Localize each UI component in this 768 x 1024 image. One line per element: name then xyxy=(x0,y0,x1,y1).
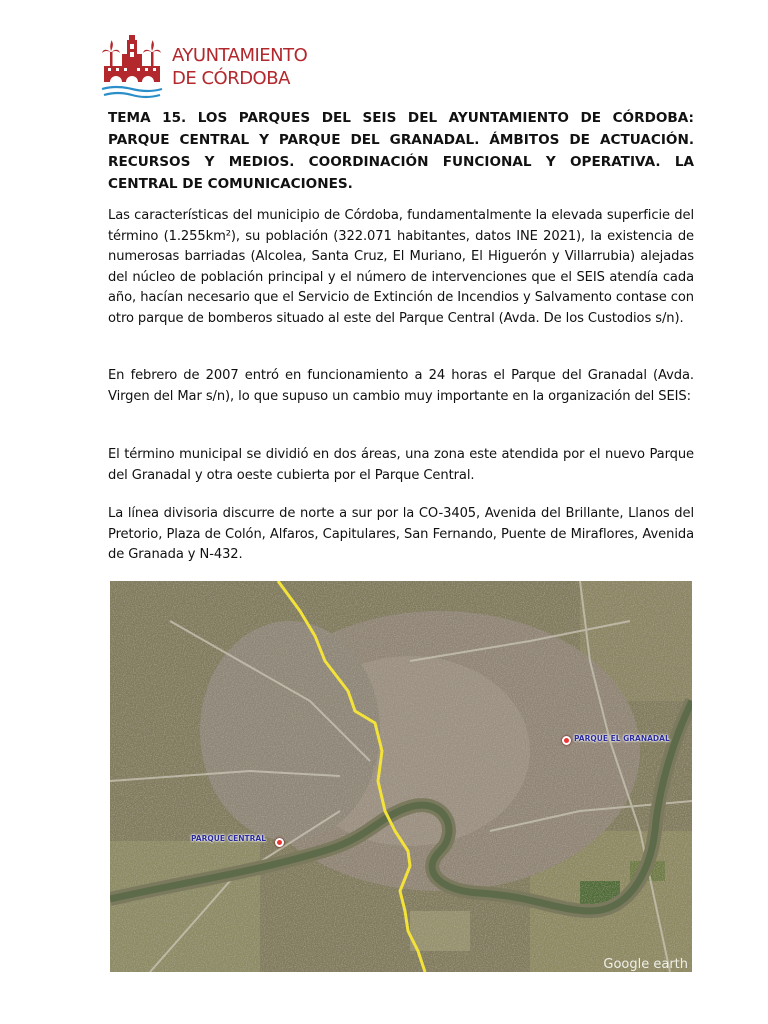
paragraph-4: La línea divisoria discurre de norte a sur por la CO-3405, Avenida del Brillante, Llanos del Pretorio, Plaza de Colón, Alfaros, Capitulares, San Fernando, Puente de Miraflores, Avenida de Granada y N-432. xyxy=(108,506,694,562)
paragraph-3: El término municipal se dividió en dos áreas, una zona este atendida por el nuevo Parque del Granadal y otra oeste cubierta por el Parque Central. xyxy=(108,447,694,483)
paragraph-1: Las características del municipio de Córdoba, fundamentalmente la elevada superficie del término (1.255km²), su población (322.071 habitantes, datos INE 2021), la existencia de numerosas barriadas (Alcolea, Santa Cruz, El Muriano, El Higuerón y Villarrubia) alejadas del núcleo de población principal y el número de intervenciones que el SEIS atendía cada año, hacían necesario que el Servicio de Extinción de Incendios y Salvamento contase con otro parque de bomberos situado al este del Parque Central (Avda. De los Custodios s/n). xyxy=(108,208,694,326)
granadal-marker-icon xyxy=(562,736,571,745)
logo-line-1: AYUNTAMIENTO xyxy=(172,45,308,66)
label-parque-granadal: PARQUE EL GRANADAL xyxy=(574,734,670,743)
satellite-map xyxy=(110,581,692,972)
logo-text xyxy=(172,44,307,90)
central-marker-icon xyxy=(275,838,284,847)
city-crest-icon xyxy=(100,34,164,100)
map-watermark: Google earth xyxy=(603,957,688,972)
map-image xyxy=(110,581,692,972)
paragraph-2: En febrero de 2007 entró en funcionamiento a 24 horas el Parque del Granadal (Avda. Virgen del Mar s/n), lo que supuso un cambio muy importante en la organización del SEIS: xyxy=(108,368,694,404)
label-parque-central: PARQUE CENTRAL xyxy=(191,834,266,843)
logo-line-2: DE CÓRDOBA xyxy=(172,68,290,89)
document-title: TEMA 15. LOS PARQUES DEL SEIS DEL AYUNTAMIENTO DE CÓRDOBA: PARQUE CENTRAL Y PARQUE DEL GRANADAL. ÁMBITOS DE ACTUACIÓN. RECURSOS Y MEDIOS. COORDINACIÓN FUNCIONAL Y OPERATIVA. LA CENTRAL DE COMUNICACIONES. xyxy=(108,110,694,192)
ayuntamiento-logo xyxy=(100,34,308,104)
